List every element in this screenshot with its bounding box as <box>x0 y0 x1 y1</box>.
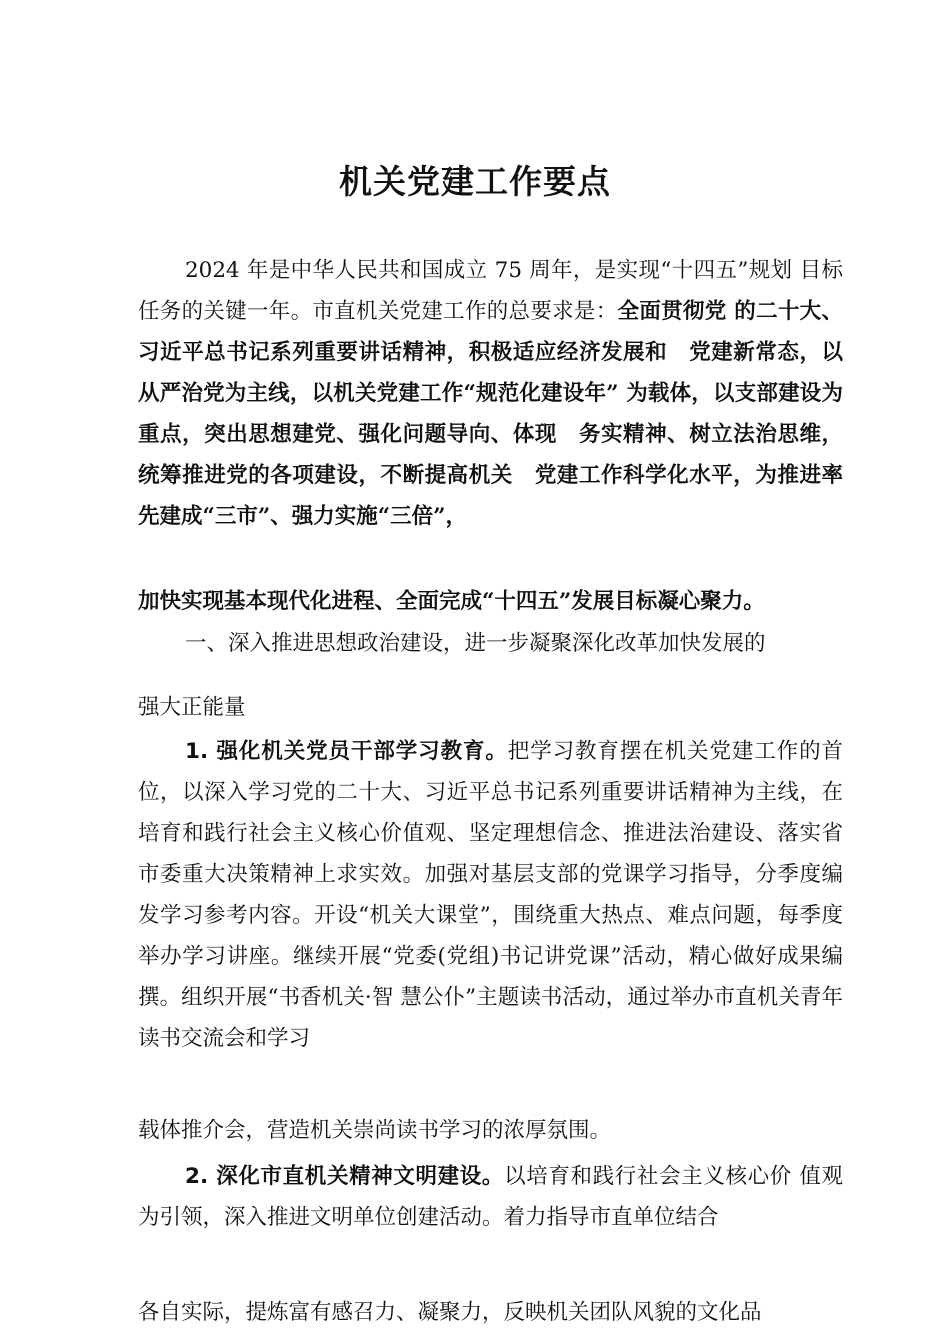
section1-heading-line2: 强大正能量 <box>138 695 246 720</box>
section1-heading-line1: 一、深入推进思想政治建设，进一步凝聚深化改革加快发展的 <box>185 631 766 656</box>
item1-tail-paragraph: 载体推介会，营造机关崇尚读书学习的浓厚氛围。 <box>138 1118 612 1143</box>
item2-text: 以培育和践行社会主义核心价 值观为引领，深入推进文明单位创建活动。着力指导市直单位结合 <box>138 1164 843 1230</box>
intro-paragraph <box>138 250 843 537</box>
item1-text: 把学习教育摆在机关党建工作的首位，以深入学习党的二十大、习近平总书记系列重要讲话精神为主线，在培育和践行社会主义核心价值观、坚定理想信念、推进法治建设、落实省市委重大决策精神上求实效。加强对基层支部的党课学习指导，分季度编发学习参考内容。开设“机关大课堂”，围绕重大热点、难点问题，每季度举办学习讲座。继续开展“党委(党组)书记讲党课”活动，精心做好成果编撰。组织开展“书香机关·智 慧公仆”主题读书活动，通过举办市直机关青年读书交流会和学习 <box>138 739 843 1051</box>
item1-label: 1. 强化机关党员干部学习教育。 <box>185 739 508 764</box>
intro-tail-paragraph: 加快实现基本现代化进程、全面完成“十四五”发展目标凝心聚力。 <box>138 589 765 614</box>
item2-tail-paragraph: 各自实际，提炼富有感召力、凝聚力，反映机关团队风貌的文化品 <box>138 1300 762 1325</box>
intro-bold-text: 全面贯彻党 的二十大、习近平总书记系列重要讲话精神，积极适应经济发展和 党建新常态，以从严治党为主线，以机关党建工作“规范化建设年” 为载体，以支部建设为重点，突出思想建党、强化问题导向、体现 务实精神、树立法治思维，统筹推进党的各项建设，不断提高机关 党建工作科学化水平，为推进率先建成“三市”、强力实施“三倍”， <box>138 299 843 529</box>
item2-paragraph <box>138 1156 843 1238</box>
item2-label: 2. 深化市直机关精神文明建设。 <box>185 1164 505 1189</box>
document-title: 机关党建工作要点 <box>339 162 611 201</box>
intro-plain-text: 2024 年是中华人民共和国成立 75 周年，是实现“十四五”规划 目标任务的关键一年。市直机关党建工作的总要求是： <box>138 258 843 324</box>
item1-paragraph <box>138 731 843 1059</box>
